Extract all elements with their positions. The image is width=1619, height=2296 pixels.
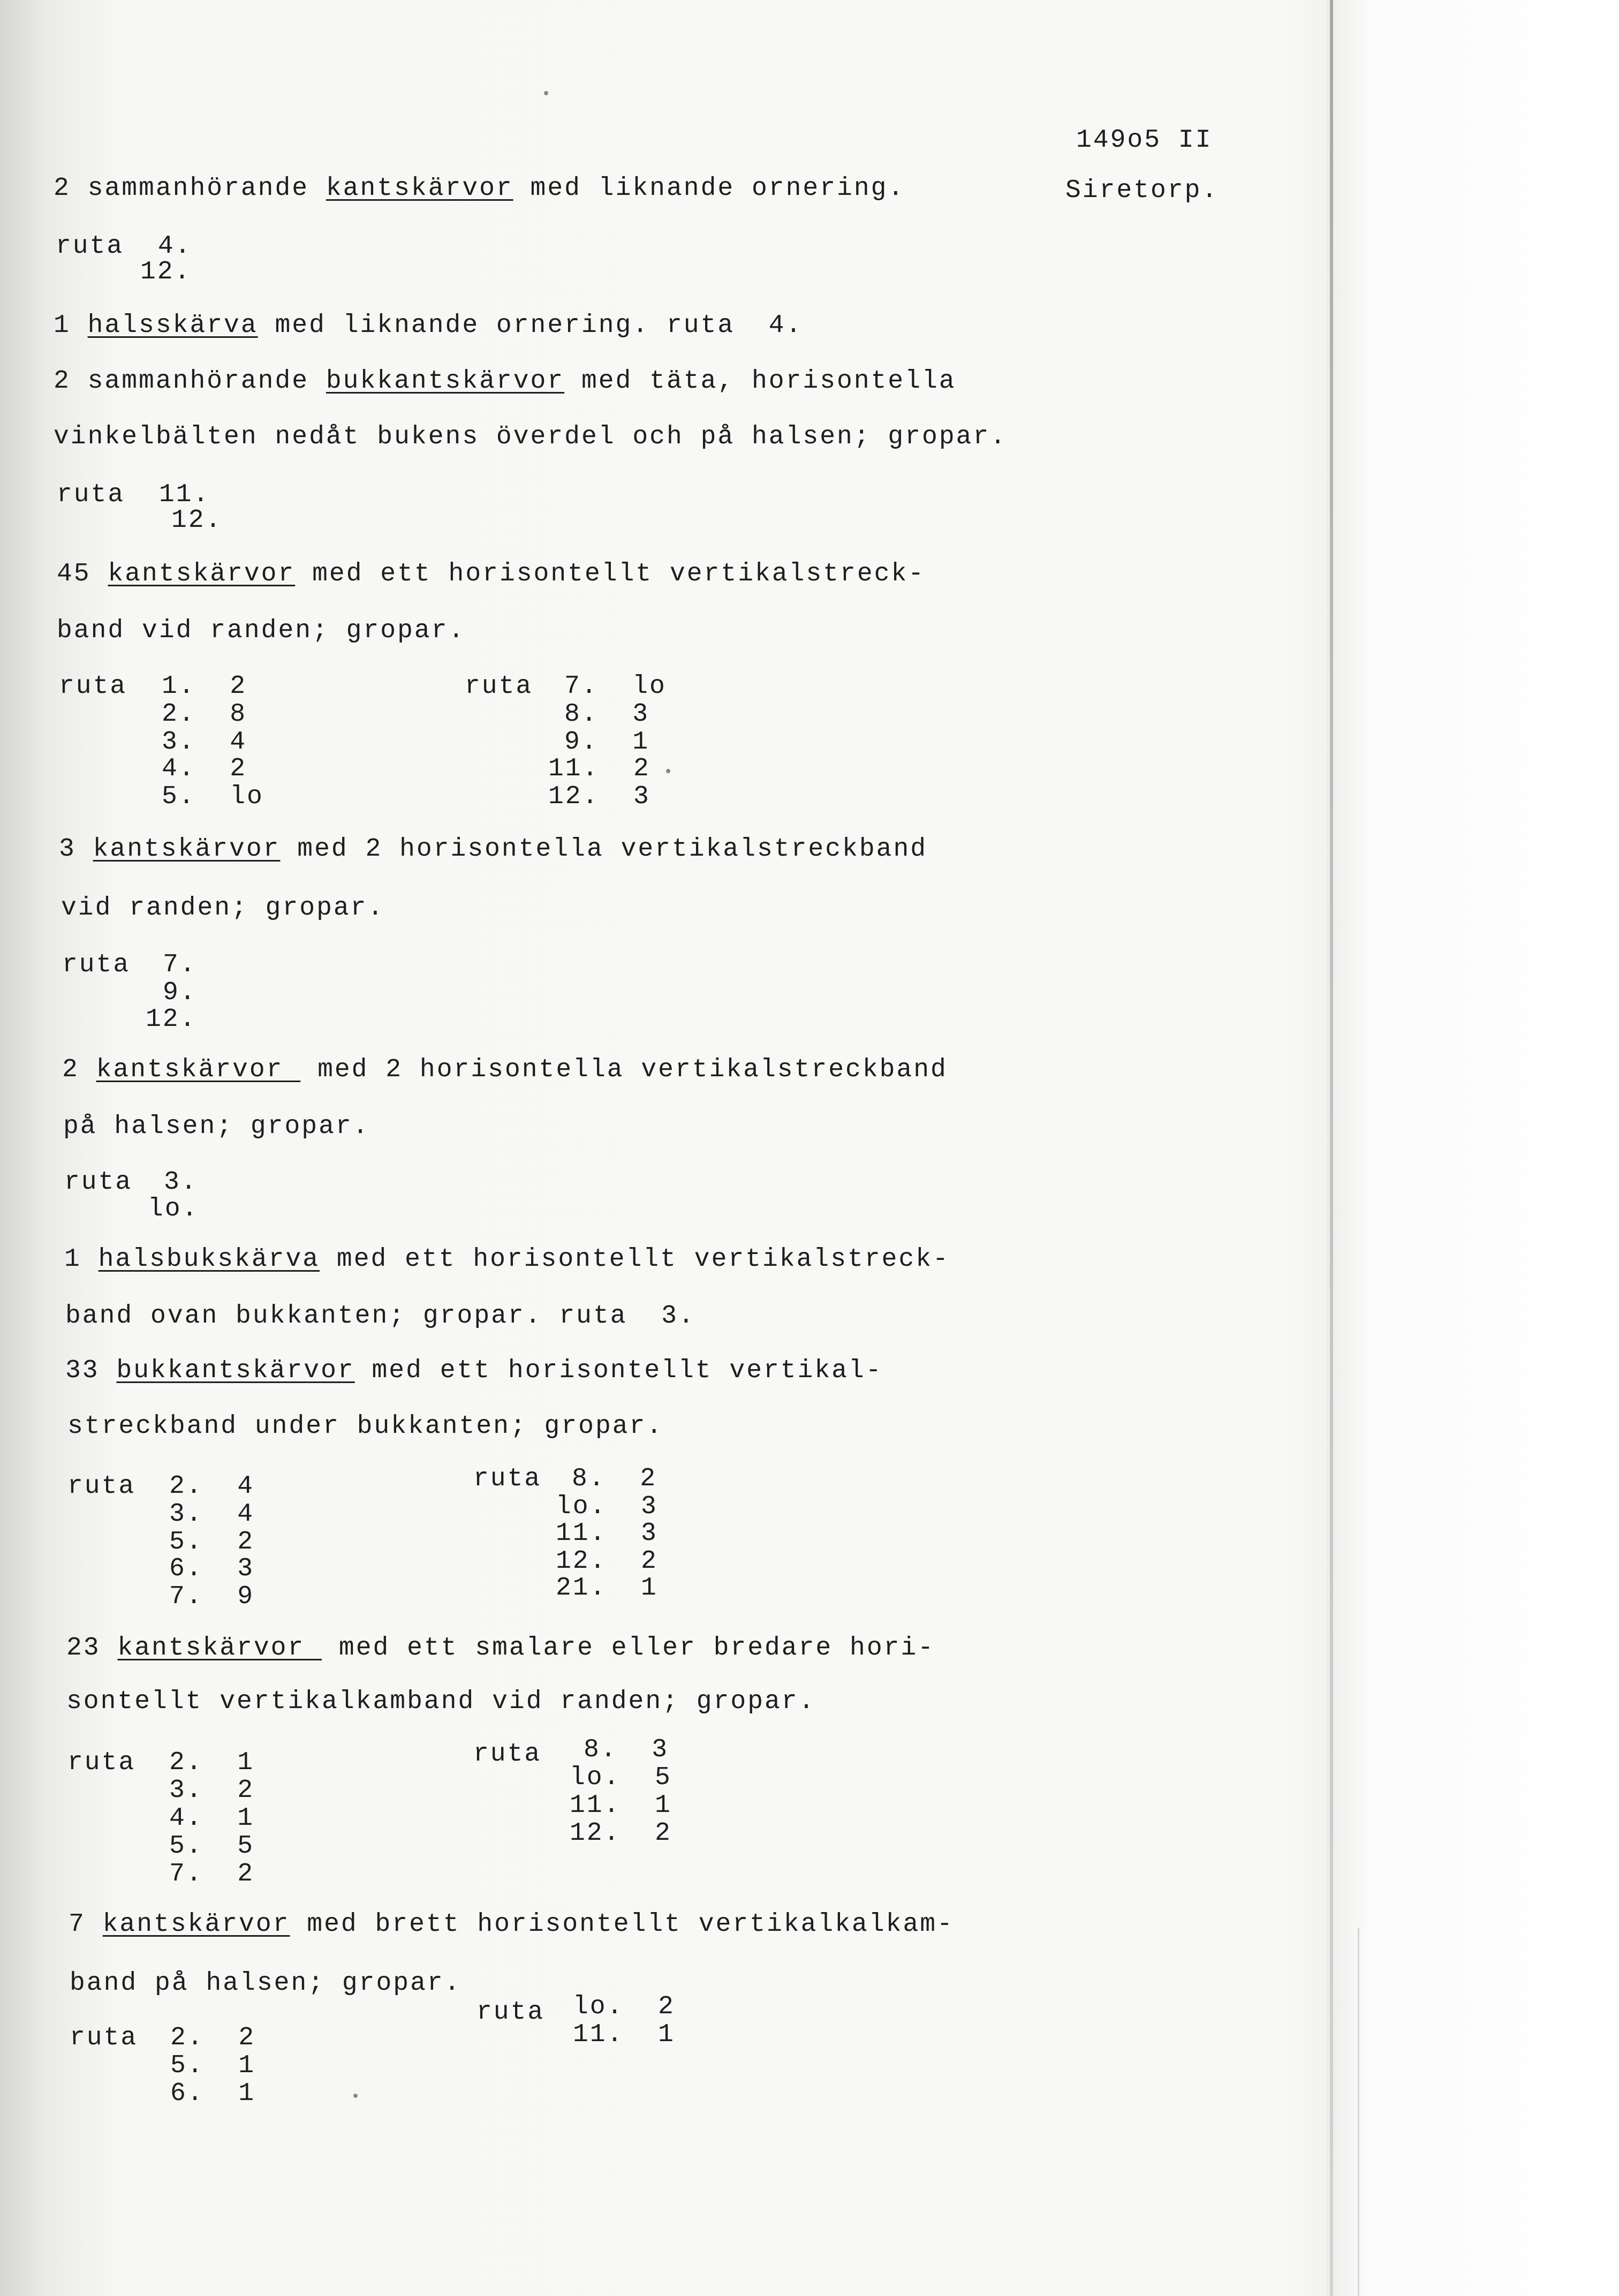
table-5-row: 4. 1 xyxy=(169,1804,255,1833)
speck xyxy=(544,91,548,95)
entry-5-line-1 xyxy=(59,834,927,864)
table-2-row: 7. xyxy=(163,950,197,979)
entry-3-ruta: ruta 11. xyxy=(57,480,210,509)
text: 23 xyxy=(66,1634,118,1663)
place-name: Siretorp. xyxy=(1065,176,1219,205)
entry-8-line-2: streckband under bukkanten; gropar. xyxy=(67,1412,664,1441)
entry-4-line-1 xyxy=(57,559,925,589)
text: 1 xyxy=(64,1245,99,1274)
text: med täta, horisontella xyxy=(564,367,956,396)
speck xyxy=(353,2094,358,2098)
entry-7-line-1 xyxy=(64,1244,950,1274)
table-1-row: 11. 2 xyxy=(548,754,650,783)
text: 45 xyxy=(57,560,108,588)
table-2-row: 9. xyxy=(163,978,197,1007)
table-5-row: 8. 3 xyxy=(584,1735,669,1764)
table-4-label-right: ruta xyxy=(473,1464,542,1493)
entry-9-line-1 xyxy=(66,1633,935,1663)
text: 2 sammanhörande xyxy=(54,367,326,396)
table-4-row: lo. 3 xyxy=(556,1492,658,1521)
table-6-row: lo. 2 xyxy=(573,1992,675,2021)
table-5-row: 3. 2 xyxy=(169,1776,255,1805)
find-term: kantskärvor xyxy=(93,835,281,864)
text: 33 xyxy=(65,1356,117,1385)
text: med ett horisontellt vertikal- xyxy=(354,1356,883,1385)
table-6-row: 6. 1 xyxy=(170,2079,256,2108)
find-term: kantskärvor xyxy=(326,174,513,203)
text: med ett horisontellt vertikalstreck- xyxy=(320,1245,950,1274)
entry-7-line-2: band ovan bukkanten; gropar. ruta 3. xyxy=(65,1302,695,1331)
entry-4-line-2: band vid randen; gropar. xyxy=(57,616,466,645)
page-edge-shadow xyxy=(1327,0,1619,2296)
entry-3-line-1 xyxy=(54,366,956,396)
table-2-label: ruta xyxy=(62,950,131,979)
table-3-row: lo. xyxy=(148,1195,199,1223)
table-3-row: 3. xyxy=(164,1168,198,1197)
entry-6-line-1 xyxy=(62,1055,948,1085)
table-1-row: 7. lo xyxy=(564,672,667,701)
table-4-row: 2. 4 xyxy=(169,1472,255,1501)
table-4-row: 11. 3 xyxy=(556,1519,658,1548)
find-term: bukkantskärvor xyxy=(116,1356,355,1385)
entry-5-line-2: vid randen; gropar. xyxy=(61,894,385,923)
table-1-row: 2. 8 xyxy=(162,700,247,729)
table-6-label-left: ruta xyxy=(70,2023,138,2052)
table-4-row: 21. 1 xyxy=(556,1574,658,1603)
entry-3-ruta-2: 12. xyxy=(171,506,223,535)
find-term: kantskärvor xyxy=(102,1910,290,1939)
table-1-row: 12. 3 xyxy=(548,782,650,811)
text: med 2 horisontella vertikalstreckband xyxy=(300,1055,948,1084)
entry-10-line-1 xyxy=(69,1909,954,1939)
reference-number: 149o5 II xyxy=(1076,126,1213,155)
table-6-label-right: ruta xyxy=(476,1998,545,2027)
table-6-row: 11. 1 xyxy=(573,2020,675,2049)
table-4-row: 3. 4 xyxy=(169,1500,255,1529)
page-fold-line-lower xyxy=(1358,1928,1359,2296)
table-4-row: 6. 3 xyxy=(169,1554,255,1583)
speck xyxy=(666,769,670,773)
entry-3-line-2: vinkelbälten nedåt bukens överdel och på halsen; gropar. xyxy=(54,422,1008,451)
text: med ett smalare eller bredare hori- xyxy=(322,1634,935,1663)
table-5-label-right: ruta xyxy=(473,1740,542,1769)
entry-2-line-1 xyxy=(54,311,803,341)
text: 2 xyxy=(62,1055,96,1084)
text: 2 sammanhörande xyxy=(54,174,326,203)
table-4-label-left: ruta xyxy=(67,1472,136,1501)
table-5-row: 5. 5 xyxy=(169,1832,255,1861)
table-4-row: 12. 2 xyxy=(556,1547,658,1576)
table-6-row: 5. 1 xyxy=(170,2051,256,2080)
text: med 2 horisontella vertikalstreckband xyxy=(280,835,928,864)
table-4-row: 8. 2 xyxy=(572,1464,657,1493)
text: 3 xyxy=(59,835,93,864)
table-1-row: 1. 2 xyxy=(162,672,247,701)
table-6-row: 2. 2 xyxy=(170,2023,256,2052)
find-term: kantskärvor xyxy=(108,560,296,588)
table-5-row: 12. 2 xyxy=(570,1819,672,1848)
text: med ett horisontellt vertikalstreck- xyxy=(295,560,926,588)
text: 7 xyxy=(69,1910,103,1939)
table-3-label: ruta xyxy=(64,1168,133,1197)
table-5-row: 11. 1 xyxy=(570,1791,672,1820)
table-4-row: 7. 9 xyxy=(169,1582,255,1611)
find-term: bukkantskärvor xyxy=(326,367,565,396)
table-1-label-left: ruta xyxy=(59,672,127,701)
table-4-row: 5. 2 xyxy=(169,1528,255,1557)
text: 1 xyxy=(54,311,88,340)
entry-6-line-2: på halsen; gropar. xyxy=(63,1112,370,1141)
find-term: kantskärvor xyxy=(96,1055,301,1084)
entry-1-line-1 xyxy=(54,173,905,203)
find-term: halsskärva xyxy=(87,311,258,340)
text: med brett horisontellt vertikalkalkam- xyxy=(290,1910,954,1939)
table-1-label-right: ruta xyxy=(465,672,533,701)
table-1-row: 4. 2 xyxy=(162,754,247,783)
entry-8-line-1 xyxy=(65,1356,883,1386)
entry-10-line-2: band på halsen; gropar. xyxy=(70,1969,462,1998)
find-term: halsbukskärva xyxy=(98,1245,320,1274)
table-1-row: 3. 4 xyxy=(162,728,247,757)
find-term: kantskärvor xyxy=(117,1634,322,1663)
table-5-row: lo. 5 xyxy=(570,1763,672,1792)
table-5-row: 7. 2 xyxy=(169,1860,255,1889)
table-1-row: 5. lo xyxy=(162,782,264,811)
page-fold-line xyxy=(1330,0,1333,2296)
table-1-row: 8. 3 xyxy=(564,700,650,729)
entry-1-ruta: ruta 4. xyxy=(56,232,192,261)
table-5-label-left: ruta xyxy=(67,1748,136,1777)
text: med liknande ornering. xyxy=(513,174,905,203)
table-2-row: 12. xyxy=(146,1005,197,1034)
entry-9-line-2: sontellt vertikalkamband vid randen; gropar. xyxy=(66,1687,816,1716)
table-1-row: 9. 1 xyxy=(564,728,650,757)
table-5-row: 2. 1 xyxy=(169,1748,255,1777)
entry-1-ruta-2: 12. xyxy=(140,258,192,286)
text: med liknande ornering. ruta 4. xyxy=(258,311,803,340)
